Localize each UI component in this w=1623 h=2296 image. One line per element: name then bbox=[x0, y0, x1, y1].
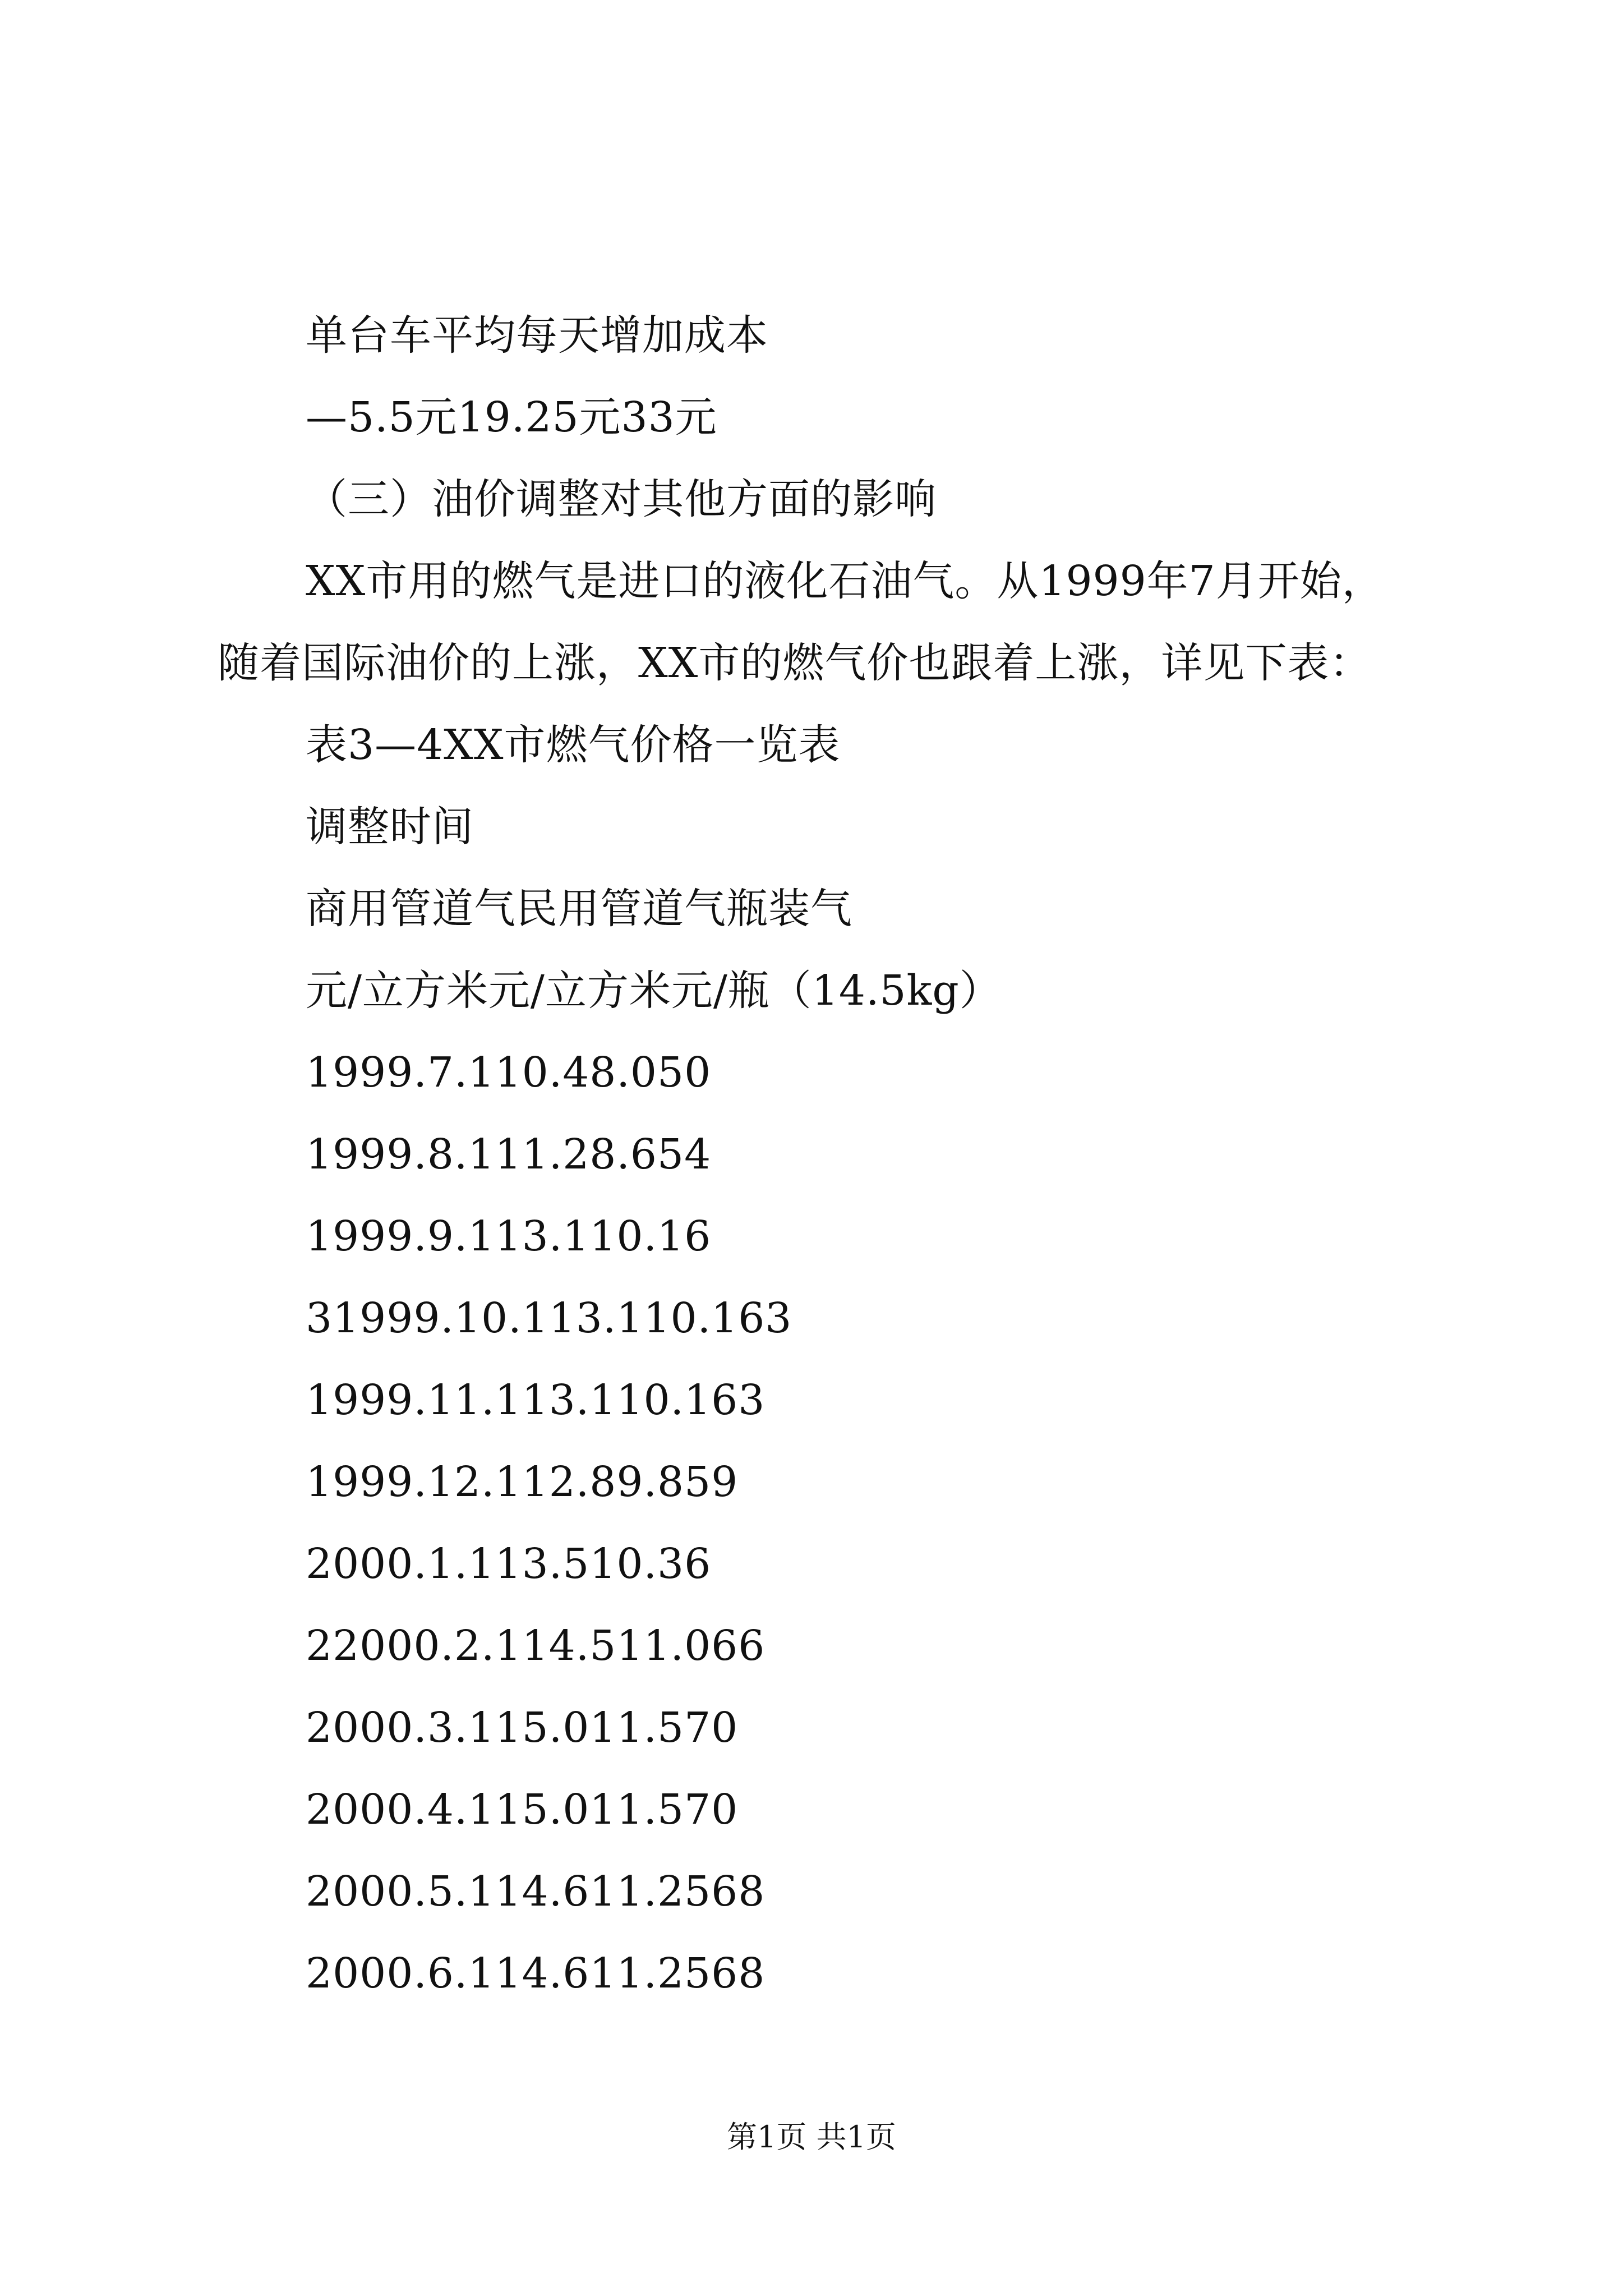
table-row: 2000.3.115.011.570 bbox=[306, 1704, 739, 1752]
paragraph-line: 随着国际油价的上涨，XX市的燃气价也跟着上涨，详见下表： bbox=[218, 639, 1372, 687]
table-row: 31999.10.113.110.163 bbox=[306, 1294, 792, 1342]
paragraph-line: XX市用的燃气是进口的液化石油气。从1999年7月开始， bbox=[306, 557, 1384, 605]
table-row: 1999.8.111.28.654 bbox=[306, 1130, 712, 1179]
table-row: 2000.1.113.510.36 bbox=[306, 1540, 712, 1588]
table-header: 商用管道气民用管道气瓶装气 bbox=[306, 885, 852, 933]
table-row: 1999.11.113.110.163 bbox=[306, 1376, 766, 1424]
table-caption: 表3—4XX市燃气价格一览表 bbox=[306, 721, 841, 769]
text-line: 单台车平均每天增加成本 bbox=[306, 311, 768, 360]
table-row: 2000.6.114.611.2568 bbox=[306, 1949, 766, 1998]
table-row: 1999.9.113.110.16 bbox=[306, 1212, 712, 1260]
table-row: 1999.7.110.48.050 bbox=[306, 1048, 712, 1097]
table-row: 2000.4.115.011.570 bbox=[306, 1786, 739, 1834]
table-header: 调整时间 bbox=[306, 803, 474, 851]
table-row: 22000.2.114.511.066 bbox=[306, 1622, 766, 1670]
page-footer: 第1页 共1页 bbox=[727, 2119, 896, 2155]
text-line: —5.5元19.25元33元 bbox=[306, 393, 717, 441]
section-heading: （三）油价调整对其他方面的影响 bbox=[306, 475, 937, 523]
table-row: 1999.12.112.89.859 bbox=[306, 1458, 739, 1506]
table-units: 元/立方米元/立方米元/瓶（14.5kg） bbox=[306, 967, 1002, 1015]
table-row: 2000.5.114.611.2568 bbox=[306, 1867, 766, 1916]
